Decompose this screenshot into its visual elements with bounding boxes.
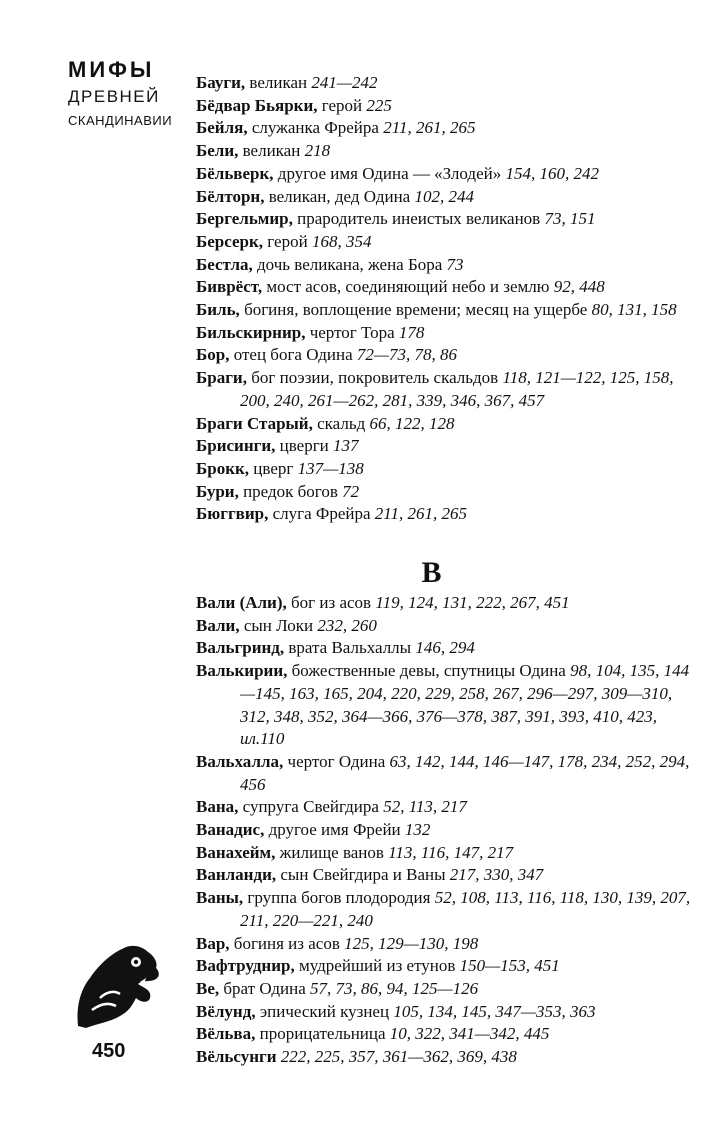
entry-description: служанка Фрейра [247, 118, 384, 138]
entry-headword: Вана, [196, 797, 239, 817]
index-entry [196, 140, 696, 163]
entry-pages: 66, 122, 128 [369, 413, 455, 433]
entry-description: сын Локи [239, 615, 318, 635]
index-entry [196, 254, 696, 277]
entry-pages: 211, 261, 265 [374, 504, 468, 524]
entry-description: герой [263, 231, 312, 251]
entry-description: великан, дед Одина [264, 186, 415, 206]
index-entry [196, 163, 696, 186]
index-entry [196, 344, 696, 367]
index-entry [196, 796, 696, 819]
index-entry [196, 615, 696, 638]
entry-description: бог поэзии, покровитель скальдов [246, 368, 503, 388]
index-entry [196, 1046, 696, 1069]
index-entry [196, 751, 696, 796]
dragon-head-icon [70, 938, 162, 1030]
entry-description: супруга Свейгдира [238, 797, 384, 817]
entry-description: врата Вальхаллы [284, 638, 416, 658]
entry-pages: 154, 160, 242 [505, 163, 599, 183]
entry-description: группа богов плодородия [243, 888, 435, 908]
entry-description: предок богов [238, 481, 343, 501]
entry-headword: Брокк, [196, 458, 250, 478]
entry-description: слуга Фрейра [268, 504, 375, 524]
entry-description: другое имя Фрейи [264, 820, 405, 840]
entry-description: богиня, воплощение времени; месяц на ущербе [239, 300, 592, 320]
entry-headword: Вальхалла, [196, 751, 284, 771]
index-entry [196, 186, 696, 209]
entry-pages: 146, 294 [415, 638, 475, 658]
entry-headword: Бестла, [196, 254, 253, 274]
entry-pages: 132 [404, 820, 431, 840]
entry-description: эпический кузнец [255, 1001, 394, 1021]
entry-headword: Вар, [196, 933, 230, 953]
entry-headword: Браги, [196, 368, 247, 388]
index-entry [196, 299, 696, 322]
entry-description: дочь великана, жена Бора [252, 254, 447, 274]
entry-description: чертог Одина [283, 751, 390, 771]
index-entry [196, 95, 696, 118]
index-entry [196, 208, 696, 231]
entry-pages: 80, 131, 158 [591, 300, 677, 320]
entry-headword: Ванланди, [196, 865, 277, 885]
entry-pages: 232, 260 [317, 615, 377, 635]
index-entry [196, 276, 696, 299]
entry-description: другое имя Одина — «Злодей» [273, 163, 506, 183]
series-title-line2: ДРЕВНЕЙ [68, 87, 160, 106]
entry-headword: Бели, [196, 141, 239, 161]
entry-headword: Бейля, [196, 118, 248, 138]
entry-headword: Бор, [196, 345, 230, 365]
entry-pages: 57, 73, 86, 94, 125—126 [310, 978, 479, 998]
index-entry [196, 978, 696, 1001]
entry-pages: 178 [398, 322, 425, 342]
index-entry [196, 117, 696, 140]
index-entry [196, 637, 696, 660]
entry-description: брат Одина [219, 978, 311, 998]
entry-headword: Ванахейм, [196, 842, 276, 862]
entry-pages: 52, 108, 113, 116, 118, 130, 139, 207, 211, 220—221, 240 [240, 888, 691, 930]
entry-pages: 218 [304, 141, 331, 161]
entry-description: прародитель инеистых великанов [292, 209, 545, 229]
page-number: 450 [92, 1040, 126, 1062]
entry-pages: 113, 116, 147, 217 [388, 842, 514, 862]
entry-description: скальд [312, 413, 370, 433]
entry-headword: Бёдвар Бьярки, [196, 95, 318, 115]
entry-headword: Биврёст, [196, 277, 263, 297]
entry-pages: 73, 151 [544, 209, 596, 229]
entry-headword: Вальгринд, [196, 638, 285, 658]
entry-headword: Брисинги, [196, 436, 276, 456]
entry-description: великан [245, 73, 312, 92]
entry-headword: Бергельмир, [196, 209, 293, 229]
entry-headword: Вафтруднир, [196, 956, 295, 976]
entry-headword: Берсерк, [196, 231, 264, 251]
index-entry [196, 864, 696, 887]
entry-headword: Бури, [196, 481, 239, 501]
entry-pages: 10, 322, 341—342, 445 [389, 1024, 550, 1044]
entry-pages: 52, 113, 217 [383, 797, 467, 817]
index-entry [196, 660, 696, 751]
entry-headword: Вёлунд, [196, 1001, 256, 1021]
index-column-after [196, 592, 696, 1069]
index-entry [196, 592, 696, 615]
entry-description: жилище ванов [275, 842, 389, 862]
entry-description: герой [317, 95, 367, 115]
entry-description: бог из асов [286, 593, 376, 612]
entry-pages: 225 [366, 95, 392, 115]
entry-description: мудрейший из етунов [294, 956, 460, 976]
entry-headword: Бильскирнир, [196, 322, 306, 342]
entry-headword: Браги Старый, [196, 413, 313, 433]
index-entry [196, 72, 696, 95]
entry-headword: Бёлторн, [196, 186, 265, 206]
index-entry [196, 887, 696, 932]
entry-description: божественные девы, спутницы Одина [287, 661, 571, 681]
entry-pages: 105, 134, 145, 347—353, 363 [393, 1001, 596, 1021]
entry-headword: Вёльва, [196, 1024, 256, 1044]
index-entry [196, 458, 696, 481]
entry-pages: 102, 244 [414, 186, 474, 206]
entry-pages: 73 [446, 254, 464, 274]
entry-description: прорицательница [255, 1024, 390, 1044]
index-entry [196, 955, 696, 978]
index-entry [196, 503, 696, 526]
entry-pages: 217, 330, 347 [449, 865, 544, 885]
entry-headword: Ванадис, [196, 820, 265, 840]
entry-pages: 137 [333, 436, 359, 456]
entry-headword: Вали (Али), [196, 593, 287, 612]
entry-pages: 168, 354 [311, 231, 372, 251]
index-column-before [196, 72, 696, 526]
index-entry [196, 413, 696, 436]
entry-headword: Вали, [196, 615, 240, 635]
index-entry [196, 322, 696, 345]
entry-headword: Ве, [196, 978, 220, 998]
entry-headword: Бюггвир, [196, 504, 269, 524]
entry-headword: Вёльсунги [196, 1047, 277, 1067]
entry-pages: 72 [342, 481, 360, 501]
entry-pages: 125, 129—130, 198 [344, 933, 479, 953]
section-letter: В [421, 556, 442, 589]
entry-description: мост асов, соединяющий небо и землю [262, 277, 554, 297]
index-entry [196, 481, 696, 504]
entry-headword: Бауги, [196, 73, 246, 92]
entry-pages: 222, 225, 357, 361—362, 369, 438 [280, 1047, 517, 1067]
entry-pages: 137—138 [297, 458, 364, 478]
entry-pages: 119, 124, 131, 222, 267, 451 [375, 593, 570, 612]
entry-pages: 72—73, 78, 86 [356, 345, 458, 365]
index-entry [196, 1001, 696, 1024]
entry-pages: 92, 448 [553, 277, 605, 297]
index-entry [196, 367, 696, 412]
entry-pages: 98, 104, 135, 144—145, 163, 165, 204, 220, 229, 258, 267, 296—297, 309—310, 312, 348, 352, 364—366, 376—378, 387, 391, 393, 410, 423, ил.110 [240, 661, 690, 749]
entry-headword: Ваны, [196, 888, 244, 908]
entry-pages: 211, 261, 265 [383, 118, 476, 138]
entry-description: цверг [249, 458, 298, 478]
series-title-line3: СКАНДИНАВИИ [68, 113, 173, 128]
series-title-line1: МИФЫ [68, 57, 155, 82]
entry-description: чертог Тора [305, 322, 399, 342]
entry-pages: 241—242 [311, 73, 378, 92]
entry-description: сын Свейгдира и Ваны [276, 865, 450, 885]
entry-pages: 150—153, 451 [459, 956, 560, 976]
series-title [68, 56, 172, 132]
entry-headword: Биль, [196, 300, 240, 320]
index-entry [196, 819, 696, 842]
entry-pages: 63, 142, 144, 146—147, 178, 234, 252, 294, 456 [240, 751, 690, 794]
entry-description: отец бога Одина [229, 345, 357, 365]
entry-description: богиня из асов [229, 933, 345, 953]
index-entry [196, 1023, 696, 1046]
index-entry [196, 842, 696, 865]
index-entry [196, 231, 696, 254]
entry-description: великан [238, 141, 305, 161]
index-entry [196, 435, 696, 458]
entry-pages: 118, 121—122, 125, 158, 200, 240, 261—262, 281, 339, 346, 367, 457 [240, 368, 674, 410]
entry-headword: Валькирии, [196, 661, 288, 681]
entry-description: цверги [275, 436, 334, 456]
entry-headword: Бёльверк, [196, 163, 274, 183]
index-entry [196, 933, 696, 956]
